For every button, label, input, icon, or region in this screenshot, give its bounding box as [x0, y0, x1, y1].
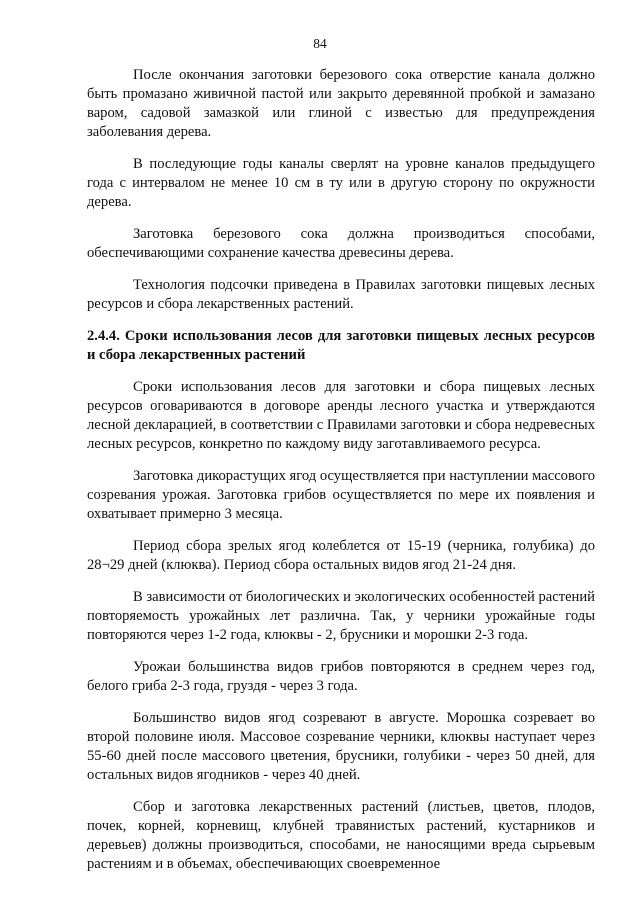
- section-heading: 2.4.4. Сроки использования лесов для заготовки пищевых лесных ресурсов и сбора лекарственных растений: [87, 328, 595, 363]
- paragraph-sap-canal-sealing: После окончания заготовки березового сока отверстие канала должно быть промазано живичной пастой или закрыто деревянной пробкой и замазано варом, садовой замазкой или глиной с известью для предупреждения заболевания дерева.: [87, 67, 595, 140]
- paragraph-berry-mushroom-harvest: Заготовка дикорастущих ягод осуществляется при наступлении массового созревания урожая. Заготовка грибов осуществляется по мере их появления и охватывает примерно 3 месяца.: [87, 468, 595, 522]
- paragraph-tapping-technology: Технология подсочки приведена в Правилах заготовки пищевых лесных ресурсов и сбора лекарственных растений.: [87, 277, 595, 312]
- paragraph-sap-harvest-methods: Заготовка березового сока должна производиться способами, обеспечивающими сохранение качества древесины дерева.: [87, 226, 595, 261]
- paragraph-usage-terms: Сроки использования лесов для заготовки и сбора пищевых лесных ресурсов оговариваются в договоре аренды лесного участка и утверждаются лесной декларацией, в соответствии с Правилами заготовки и сбора недревесных лесных ресурсов, конкретно по каждому виду заготавливаемого ресурса.: [87, 379, 595, 452]
- paragraph-mushroom-yield: Урожаи большинства видов грибов повторяются в среднем через год, белого гриба 2-3 года, груздя - через 3 года.: [87, 659, 595, 694]
- paragraph-yield-recurrence: В зависимости от биологических и экологических особенностей растений повторяемость урожайных лет различна. Так, у черники урожайные годы повторяются через 1-2 года, клюквы - 2, брусники и морошки 2-3 года.: [87, 589, 595, 643]
- page-number: 84: [313, 36, 327, 51]
- paragraph-medicinal-plants: Сбор и заготовка лекарственных растений (листьев, цветов, плодов, почек, корней, корневищ, клубней травянистых растений, кустарников и деревьев) должны производиться, способами, не наносящими вреда сырьевым растениям и в объемах, обеспечивающих своевременное: [87, 799, 595, 872]
- paragraph-canal-drilling: В последующие годы каналы сверлят на уровне каналов предыдущего года с интервалом не менее 10 см в ту или в другую сторону по окружности дерева.: [87, 156, 595, 210]
- paragraph-berry-period: Период сбора зрелых ягод колеблется от 15-19 (черника, голубика) до 28¬29 дней (клюква). Период сбора остальных видов ягод 21-24 дня.: [87, 538, 595, 573]
- page-content: [87, 66, 595, 874]
- paragraph-berry-ripening: Большинство видов ягод созревают в августе. Морошка созревает во второй половине июля. Массовое созревание черники, клюквы наступает через 55-60 дней после массового цветения, брусники, голубики - через 50 дней, для остальных видов ягодников - через 40 дней.: [87, 710, 595, 783]
